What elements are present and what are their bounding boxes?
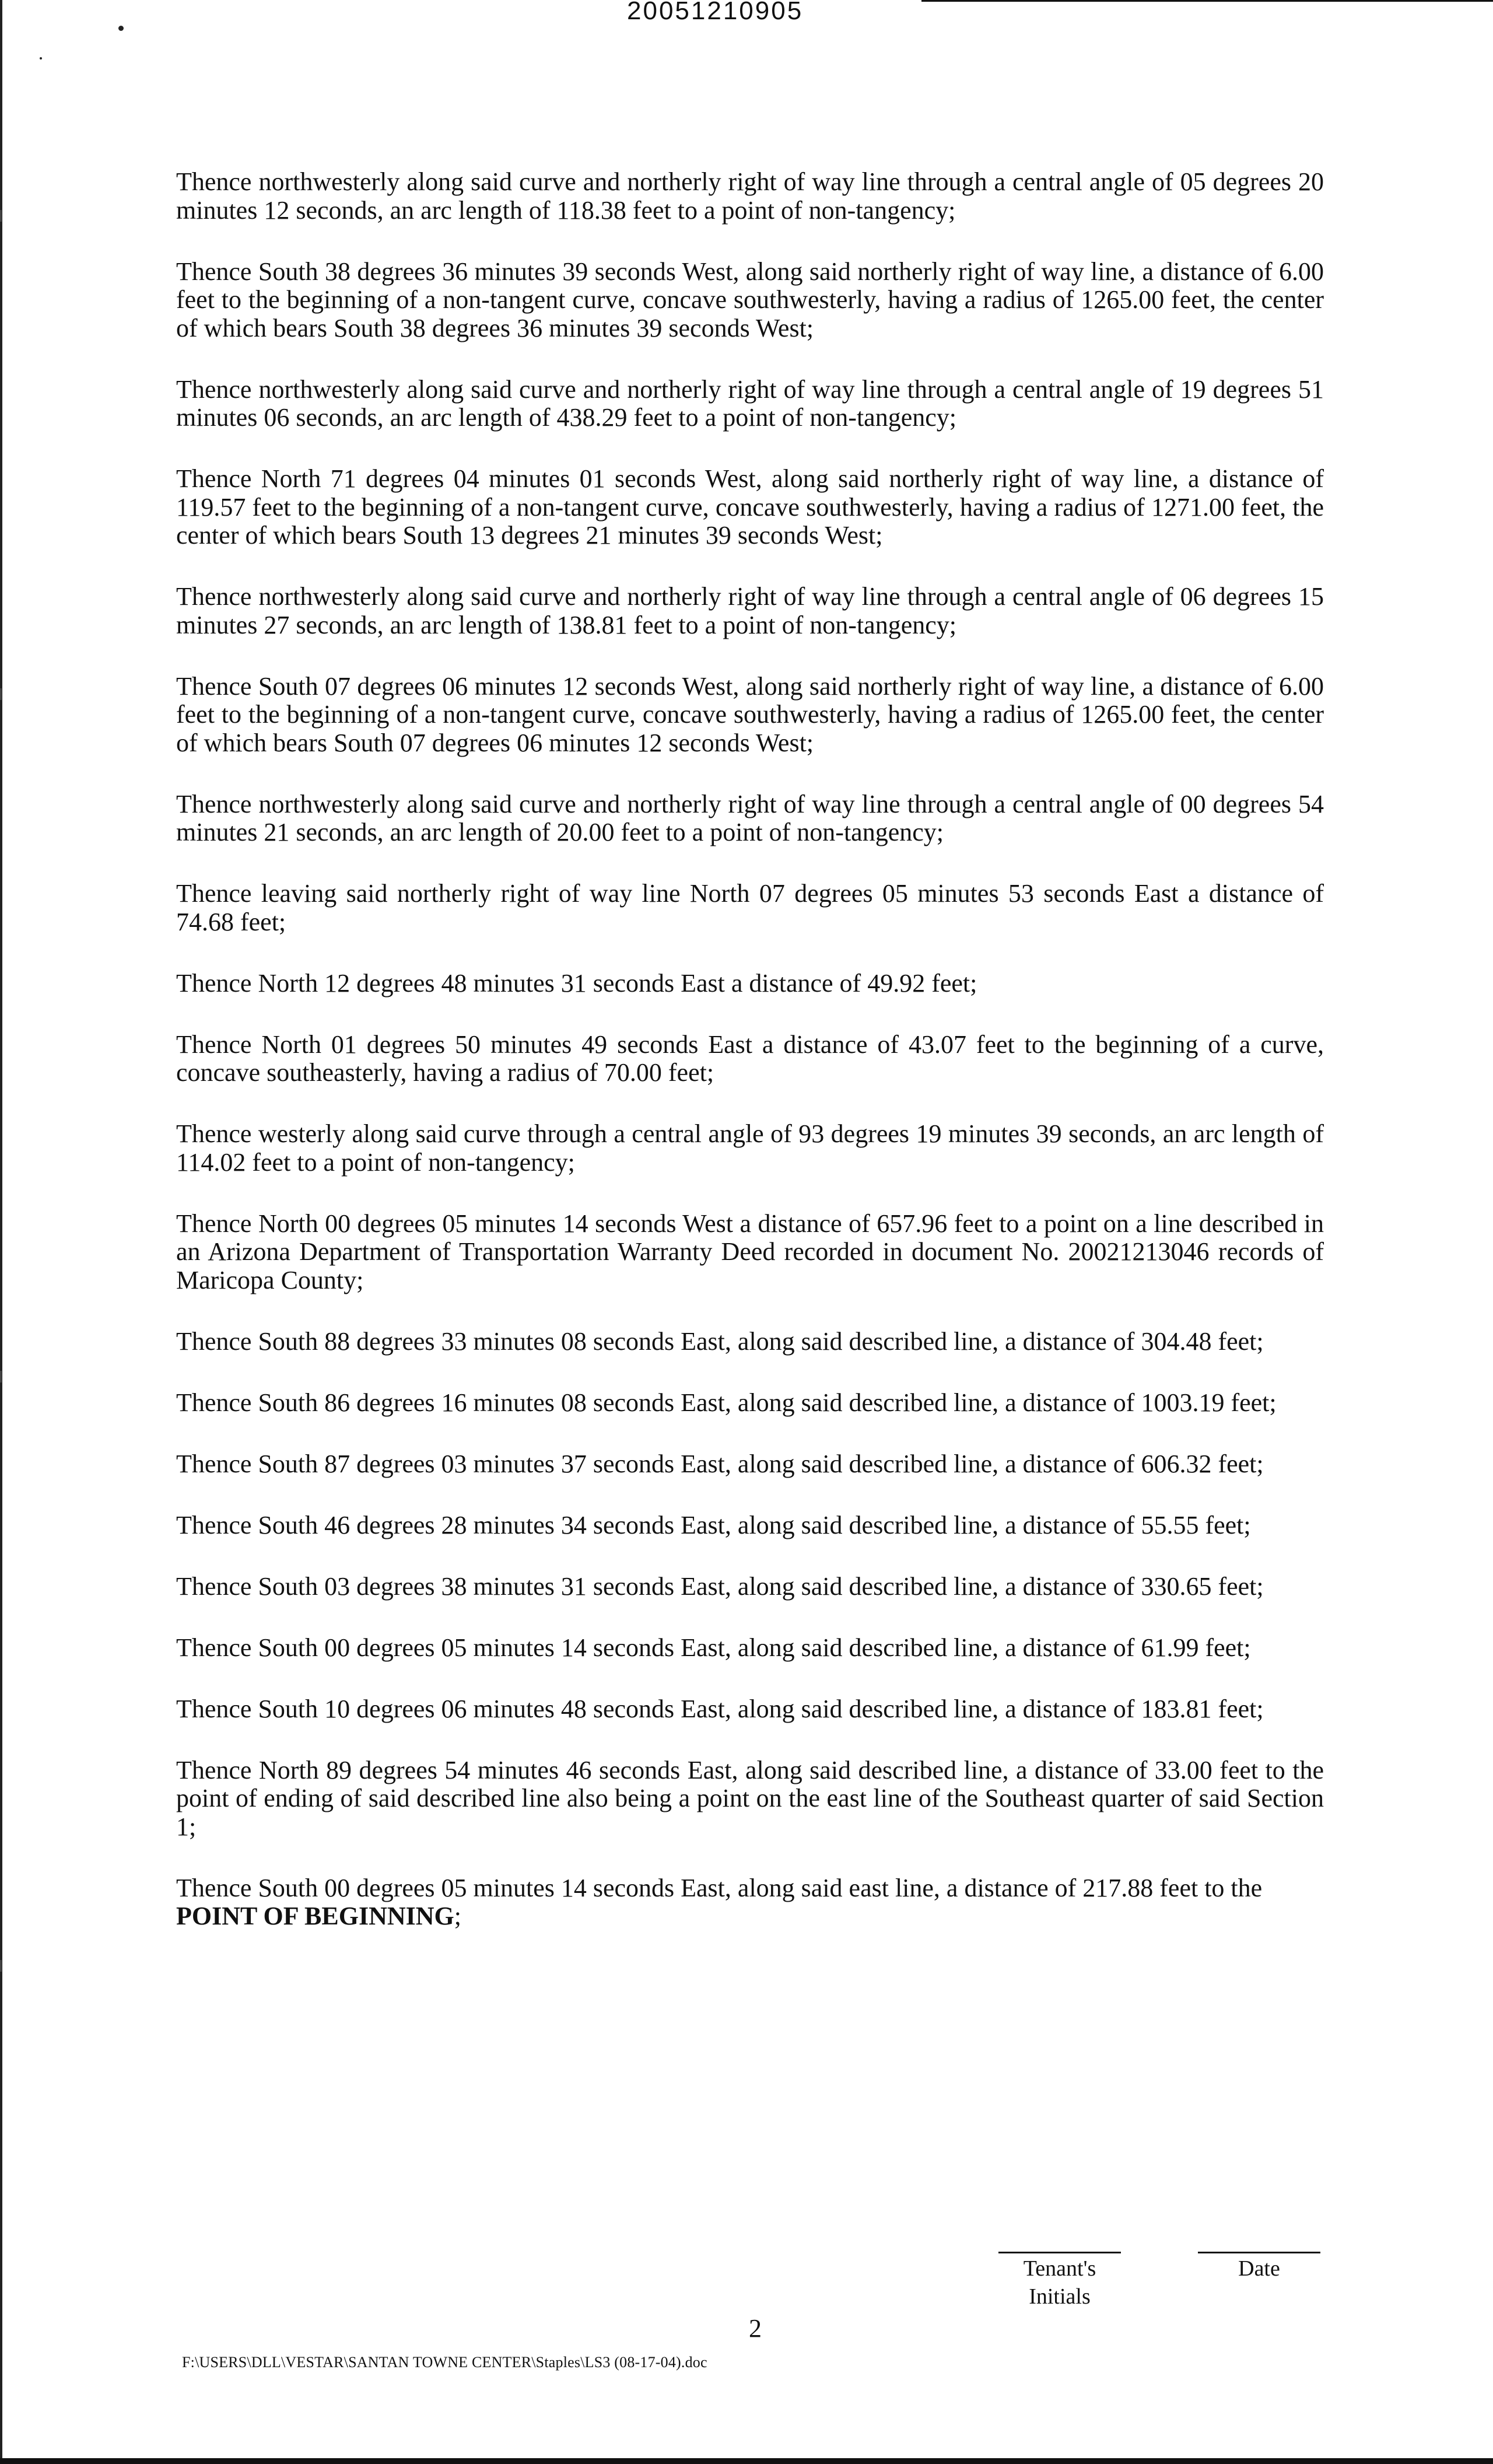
final-paragraph-suffix: ; — [454, 1902, 461, 1930]
date-block — [1197, 2252, 1321, 2283]
legal-description-body — [176, 168, 1324, 1964]
paragraph: Thence North 00 degrees 05 minutes 14 seconds West a distance of 657.96 feet to a point on a line described in an Arizona Department of Transportation Warranty Deed recorded in document No. 20021213046 records of Maricopa County; — [176, 1209, 1324, 1294]
paragraph: Thence northwesterly along said curve and northerly right of way line through a central angle of 06 degrees 15 minutes 27 seconds, an arc length of 138.81 feet to a point of non-tangency; — [176, 582, 1324, 639]
date-line[interactable] — [1198, 2252, 1320, 2253]
paragraph: Thence northwesterly along said curve and northerly right of way line through a central angle of 05 degrees 20 minutes 12 seconds, an arc length of 118.38 feet to a point of non-tangency; — [176, 167, 1324, 225]
scan-left-edge — [0, 0, 2, 2464]
margin-tick — [0, 688, 2, 700]
document-number: 20051210905 — [627, 0, 804, 25]
paragraph: Thence North 71 degrees 04 minutes 01 seconds West, along said northerly right of way line, a distance of 119.57 feet to the beginning of a non-tangent curve, concave southwesterly, having a radius of 1271.00 feet, the center of which bears South 13 degrees 21 minutes 39 seconds West; — [176, 464, 1324, 550]
point-of-beginning: POINT OF BEGINNING — [176, 1902, 454, 1930]
initials-label: Initials — [1029, 2284, 1091, 2309]
scan-speck — [118, 26, 124, 31]
paragraph: Thence North 12 degrees 48 minutes 31 seconds East a distance of 49.92 feet; — [176, 968, 977, 998]
paragraph: Thence northwesterly along said curve and northerly right of way line through a central angle of 00 degrees 54 minutes 21 seconds, an arc length of 20.00 feet to a point of non-tangency; — [176, 789, 1324, 846]
paragraph: Thence northwesterly along said curve and northerly right of way line through a central angle of 19 degrees 51 minutes 06 seconds, an arc length of 438.29 feet to a point of non-tangency; — [176, 374, 1324, 432]
date-label: Date — [1238, 2256, 1280, 2281]
file-path: F:\USERS\DLL\VESTAR\SANTAN TOWNE CENTER\Staples\LS3 (08-17-04).doc — [182, 2354, 707, 2371]
paragraph: Thence North 89 degrees 54 minutes 46 seconds East, along said described line, a distance of 33.00 feet to the point of ending of said described line also being a point on the east line of the Southeast quarter of said Section 1; — [176, 1755, 1324, 1841]
paragraph: Thence South 00 degrees 05 minutes 14 seconds East, along said described line, a distance of 61.99 feet; — [176, 1633, 1251, 1662]
tenant-initials-line[interactable] — [998, 2252, 1121, 2253]
margin-tick — [0, 1960, 2, 1972]
final-paragraph — [176, 1874, 1324, 1931]
paragraph: Thence South 87 degrees 03 minutes 37 seconds East, along said described line, a distance of 606.32 feet; — [176, 1449, 1264, 1478]
paragraph: Thence leaving said northerly right of way line North 07 degrees 05 minutes 53 seconds East a distance of 74.68 feet; — [176, 879, 1324, 936]
scan-top-rule — [921, 0, 1493, 2]
final-paragraph-text: Thence South 00 degrees 05 minutes 14 seconds East, along said east line, a distance of 217.88 feet to the — [176, 1873, 1263, 1902]
scan-bottom-rule — [0, 2458, 1493, 2464]
paragraph: Thence South 88 degrees 33 minutes 08 seconds East, along said described line, a distance of 304.48 feet; — [176, 1326, 1264, 1356]
tenant-initials-block — [998, 2252, 1121, 2311]
paragraph: Thence North 01 degrees 50 minutes 49 seconds East a distance of 43.07 feet to the beginning of a curve, concave southeasterly, having a radius of 70.00 feet; — [176, 1030, 1324, 1087]
paragraph: Thence South 38 degrees 36 minutes 39 seconds West, along said northerly right of way line, a distance of 6.00 feet to the beginning of a non-tangent curve, concave southwesterly, having a radius of 1265.00 feet, the center of which bears South 38 degrees 36 minutes 39 seconds West; — [176, 257, 1324, 342]
margin-tick — [0, 210, 2, 222]
paragraph: Thence South 46 degrees 28 minutes 34 seconds East, along said described line, a distance of 55.55 feet; — [176, 1510, 1251, 1539]
scan-speck — [40, 57, 42, 60]
paragraph: Thence South 03 degrees 38 minutes 31 seconds East, along said described line, a distance of 330.65 feet; — [176, 1572, 1264, 1601]
paragraph: Thence South 86 degrees 16 minutes 08 seconds East, along said described line, a distance of 1003.19 feet; — [176, 1388, 1277, 1417]
paragraph: Thence westerly along said curve through a central angle of 93 degrees 19 minutes 39 seconds, an arc length of 114.02 feet to a point of non-tangency; — [176, 1119, 1324, 1177]
paragraph: Thence South 07 degrees 06 minutes 12 seconds West, along said northerly right of way line, a distance of 6.00 feet to the beginning of a non-tangent curve, concave southwesterly, having a radius of 1265.00 feet, the center of which bears South 07 degrees 06 minutes 12 seconds West; — [176, 671, 1324, 757]
page-number: 2 — [749, 2314, 762, 2343]
margin-tick — [0, 1371, 2, 1382]
paragraph: Thence South 10 degrees 06 minutes 48 seconds East, along said described line, a distance of 183.81 feet; — [176, 1694, 1264, 1723]
tenant-label: Tenant's — [1023, 2256, 1096, 2281]
